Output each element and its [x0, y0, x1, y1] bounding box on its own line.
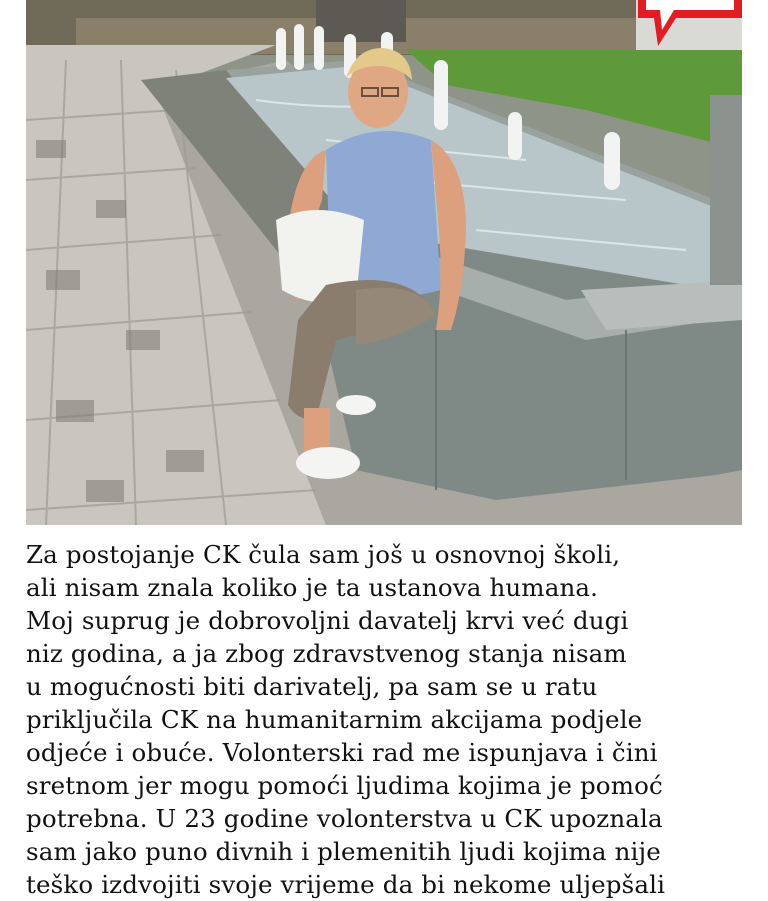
article-line: u mogućnosti biti darivatelj, pa sam se u ratu [26, 672, 598, 701]
article-line: Za postojanje CK čula sam još u osnovnoj školi, [26, 540, 621, 569]
article-photo [26, 0, 742, 525]
article-line: priključila CK na humanitarnim akcijama podjele [26, 705, 643, 734]
article-body [26, 538, 756, 901]
photo-illustration [26, 0, 742, 525]
article-line: sretnom jer mogu pomoći ljudima kojima je pomoć [26, 771, 663, 800]
article-line: odjeće i obuće. Volonterski rad me ispunjava i čini [26, 738, 658, 767]
article-line: ali nisam znala koliko je ta ustanova humana. [26, 573, 599, 602]
article-line: niz godina, a ja zbog zdravstvenog stanja nisam [26, 639, 627, 668]
article-line: Moj suprug je dobrovoljni davatelj krvi već dugi [26, 606, 629, 635]
article-line: teško izdvojiti svoje vrijeme da bi nekome uljepšali [26, 870, 666, 899]
article-line: potrebna. U 23 godine volonterstva u CK upoznala [26, 804, 663, 833]
article-line: sam jako puno divnih i plemenitih ljudi kojima nije [26, 837, 661, 866]
